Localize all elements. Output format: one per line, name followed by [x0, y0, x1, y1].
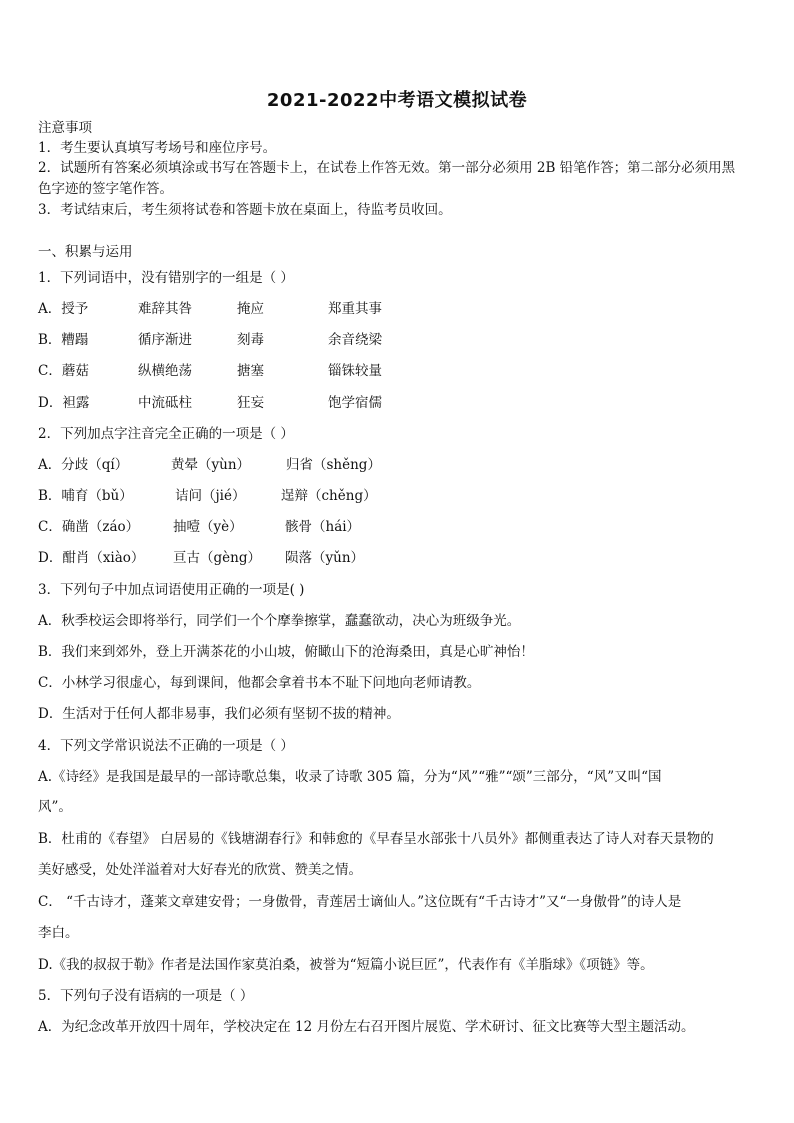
option-word: D．酣肖（xiào） — [38, 550, 145, 566]
option-word: C．蘑菇 — [38, 363, 89, 379]
option-word: 难辞其咎 — [138, 301, 192, 317]
option-word: 狂妄 — [237, 395, 264, 411]
option-word: 纵横绝荡 — [138, 363, 192, 379]
option-word: 黄晕（yùn） — [171, 457, 251, 473]
option-word: D．袒露 — [38, 395, 90, 411]
question-4-option-a: A.《诗经》是我国是最早的一部诗歌总集，收录了诗歌 305 篇，分为“风”“雅”“颂”三部分，“风”又叫“国 — [38, 769, 662, 785]
option-word: B．哺育（bǔ） — [38, 488, 133, 504]
question-3-option-b: B．我们来到郊外，登上开满茶花的小山坡，俯瞰山下的沧海桑田，真是心旷神怡！ — [38, 644, 534, 660]
question-4-option-b-cont: 美好感受，处处洋溢着对大好春光的欣赏、赞美之情。 — [38, 862, 362, 878]
notice-item-1: 1．考生要认真填写考场号和座位序号。 — [38, 140, 277, 156]
option-word: 余音绕梁 — [328, 332, 382, 348]
exam-title: 2021-2022中考语文模拟试卷 — [266, 90, 528, 111]
option-word: 循序渐进 — [138, 332, 192, 348]
notice-heading: 注意事项 — [38, 120, 92, 136]
option-word: 抽噎（yè） — [173, 519, 243, 535]
question-1-option-d — [38, 393, 758, 413]
option-word: 郑重其事 — [328, 301, 382, 317]
question-4-stem: 4．下列文学常识说法不正确的一项是（ ） — [38, 738, 294, 754]
question-2-option-a — [38, 455, 758, 475]
question-1-stem: 1．下列词语中，没有错别字的一组是（ ） — [38, 270, 294, 286]
question-1-option-c — [38, 361, 758, 381]
question-2-stem: 2．下列加点字注音完全正确的一项是（ ） — [38, 426, 294, 442]
option-word: 骸骨（hái） — [285, 519, 361, 535]
question-2-option-c — [38, 517, 758, 537]
question-1-option-b — [38, 330, 758, 350]
option-word: 亘古（gèng） — [173, 550, 261, 566]
question-4-option-b: B．杜甫的《春望》 白居易的《钱塘湖春行》和韩愈的《早春呈水部张十八员外》都侧重表达了诗人对春天景物的 — [38, 831, 714, 847]
notice-item-2: 2．试题所有答案必须填涂或书写在答题卡上，在试卷上作答无效。第一部分必须用 2B 铅笔作答；第二部分必须用黑 — [38, 160, 736, 176]
section-heading: 一、积累与运用 — [38, 244, 133, 260]
option-word: A．授予 — [38, 301, 89, 317]
option-word: 搪塞 — [237, 363, 264, 379]
option-word: 中流砥柱 — [138, 395, 192, 411]
question-4-option-c: C． “千古诗才，蓬莱文章建安骨；一身傲骨，青莲居士谪仙人。”这位既有“千古诗才”又“一身傲骨”的诗人是 — [38, 894, 682, 910]
option-word: A．分歧（qí） — [38, 457, 129, 473]
option-word: 锱铢较量 — [328, 363, 382, 379]
question-4-option-d: D.《我的叔叔于勒》作者是法国作家莫泊桑，被誉为“短篇小说巨匠”，代表作有《羊脂球》《项链》等。 — [38, 957, 654, 973]
question-4-option-a-cont: 风”。 — [38, 799, 72, 815]
option-word: B．糟蹋 — [38, 332, 89, 348]
question-2-option-d — [38, 548, 758, 568]
question-5-stem: 5．下列句子没有语病的一项是（ ） — [38, 988, 254, 1004]
question-3-option-c: C．小林学习很虚心，每到课间，他都会拿着书本不耻下问地向老师请教。 — [38, 675, 481, 691]
option-word: 归省（shěng） — [286, 457, 381, 473]
option-word: 诘问（jié） — [175, 488, 246, 504]
question-4-option-c-cont: 李白。 — [38, 925, 79, 941]
option-word: 饱学宿儒 — [328, 395, 382, 411]
option-word: 陨落（yǔn） — [285, 550, 365, 566]
question-3-stem: 3．下列句子中加点词语使用正确的一项是( ) — [38, 582, 305, 598]
notice-item-2-cont: 色字迹的签字笔作答。 — [38, 181, 173, 197]
option-word: C．确凿（záo） — [38, 519, 140, 535]
question-1-option-a — [38, 299, 758, 319]
option-word: 刻毒 — [237, 332, 264, 348]
option-word: 逞辩（chěng） — [281, 488, 377, 504]
option-word: 掩应 — [237, 301, 264, 317]
question-3-option-a: A．秋季校运会即将举行，同学们一个个摩拳擦掌，蠢蠢欲动，决心为班级争光。 — [38, 613, 521, 629]
question-3-option-d: D．生活对于任何人都非易事，我们必须有坚韧不拔的精神。 — [38, 706, 400, 722]
question-5-option-a: A．为纪念改革开放四十周年，学校决定在 12 月份左右召开图片展览、学术研讨、征文比赛等大型主题活动。 — [38, 1019, 695, 1035]
notice-item-3: 3．考试结束后，考生须将试卷和答题卡放在桌面上，待监考员收回。 — [38, 202, 452, 218]
question-2-option-b — [38, 486, 758, 506]
